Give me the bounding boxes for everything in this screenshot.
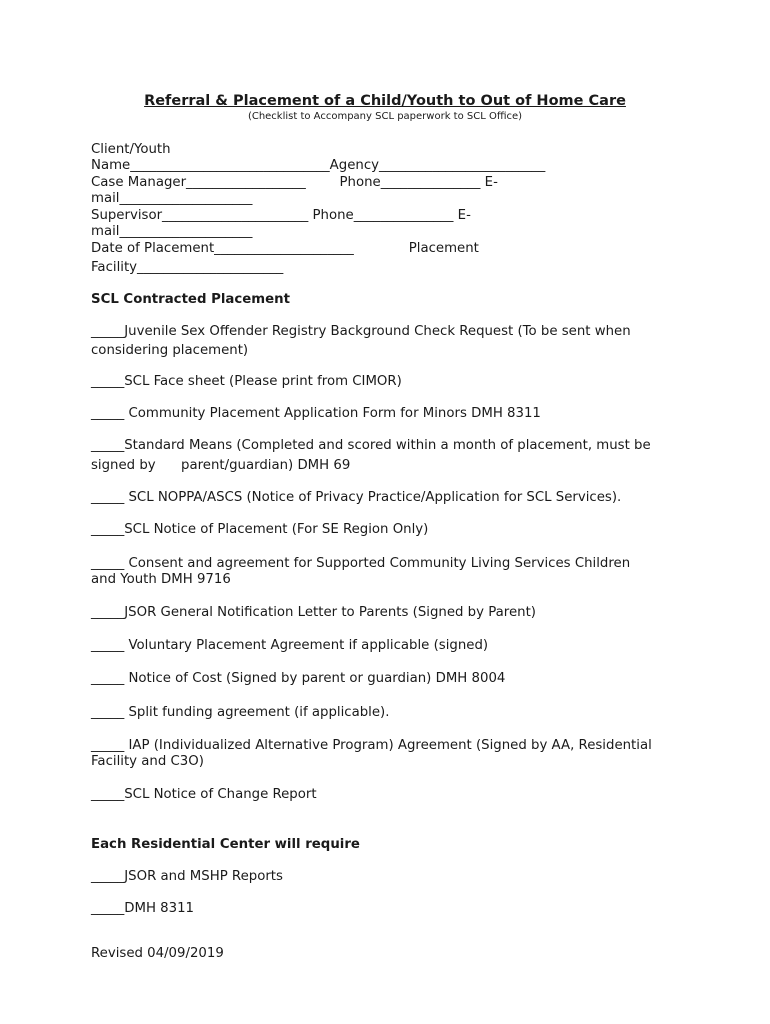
checklist-item: _____JSOR and MSHP Reports [91,869,283,884]
checklist-item-continued: Facility and C3O) [91,754,204,769]
checklist-item: _____SCL Face sheet (Please print from CIMOR) [91,374,402,389]
checklist-item: _____ SCL NOPPA/ASCS (Notice of Privacy Practice/Application for SCL Services). [91,490,622,505]
checklist-item-continued: signed by parent/guardian) DMH 69 [91,458,351,473]
document-subtitle: (Checklist to Accompany SCL paperwork to SCL Office) [247,111,523,122]
residential-section-heading: Each Residential Center will require [91,837,360,852]
checklist-item: _____ Notice of Cost (Signed by parent or guardian) DMH 8004 [91,671,506,686]
date-of-placement-field: Date of Placement_____________________ Placement [91,241,479,256]
placement-facility-field: Facility______________________ [91,260,284,275]
supervisor-phone-field: Supervisor______________________ Phone_______________ E- [91,208,471,223]
checklist-item: _____JSOR General Notification Letter to Parents (Signed by Parent) [91,605,536,620]
name-agency-field: Name______________________________Agency_________________________ [91,158,546,173]
case-manager-phone-field: Case Manager__________________ Phone_______________ E- [91,175,498,190]
checklist-item: _____ Consent and agreement for Supported Community Living Services Children [91,556,631,571]
checklist-item: _____ Community Placement Application Form for Minors DMH 8311 [91,406,541,421]
checklist-item-continued: and Youth DMH 9716 [91,572,231,587]
checklist-item: _____Standard Means (Completed and scored within a month of placement, must be [91,438,651,453]
checklist-item: _____ Split funding agreement (if applicable). [91,705,390,720]
scl-section-heading: SCL Contracted Placement [91,292,290,307]
checklist-item: _____DMH 8311 [91,901,195,916]
checklist-item: _____ IAP (Individualized Alternative Program) Agreement (Signed by AA, Residential [91,738,652,753]
document-title: Referral & Placement of a Child/Youth to Out of Home Care [144,93,626,109]
checklist-item: _____Juvenile Sex Offender Registry Background Check Request (To be sent when [91,324,631,339]
case-manager-email-field: mail____________________ [91,191,253,206]
checklist-item: _____SCL Notice of Change Report [91,787,317,802]
checklist-item: _____ Voluntary Placement Agreement if applicable (signed) [91,638,489,653]
supervisor-email-field: mail____________________ [91,224,253,239]
revision-date: Revised 04/09/2019 [91,946,224,961]
checklist-item-continued: considering placement) [91,343,249,358]
client-youth-label: Client/Youth [91,142,171,157]
checklist-item: _____SCL Notice of Placement (For SE Region Only) [91,522,429,537]
